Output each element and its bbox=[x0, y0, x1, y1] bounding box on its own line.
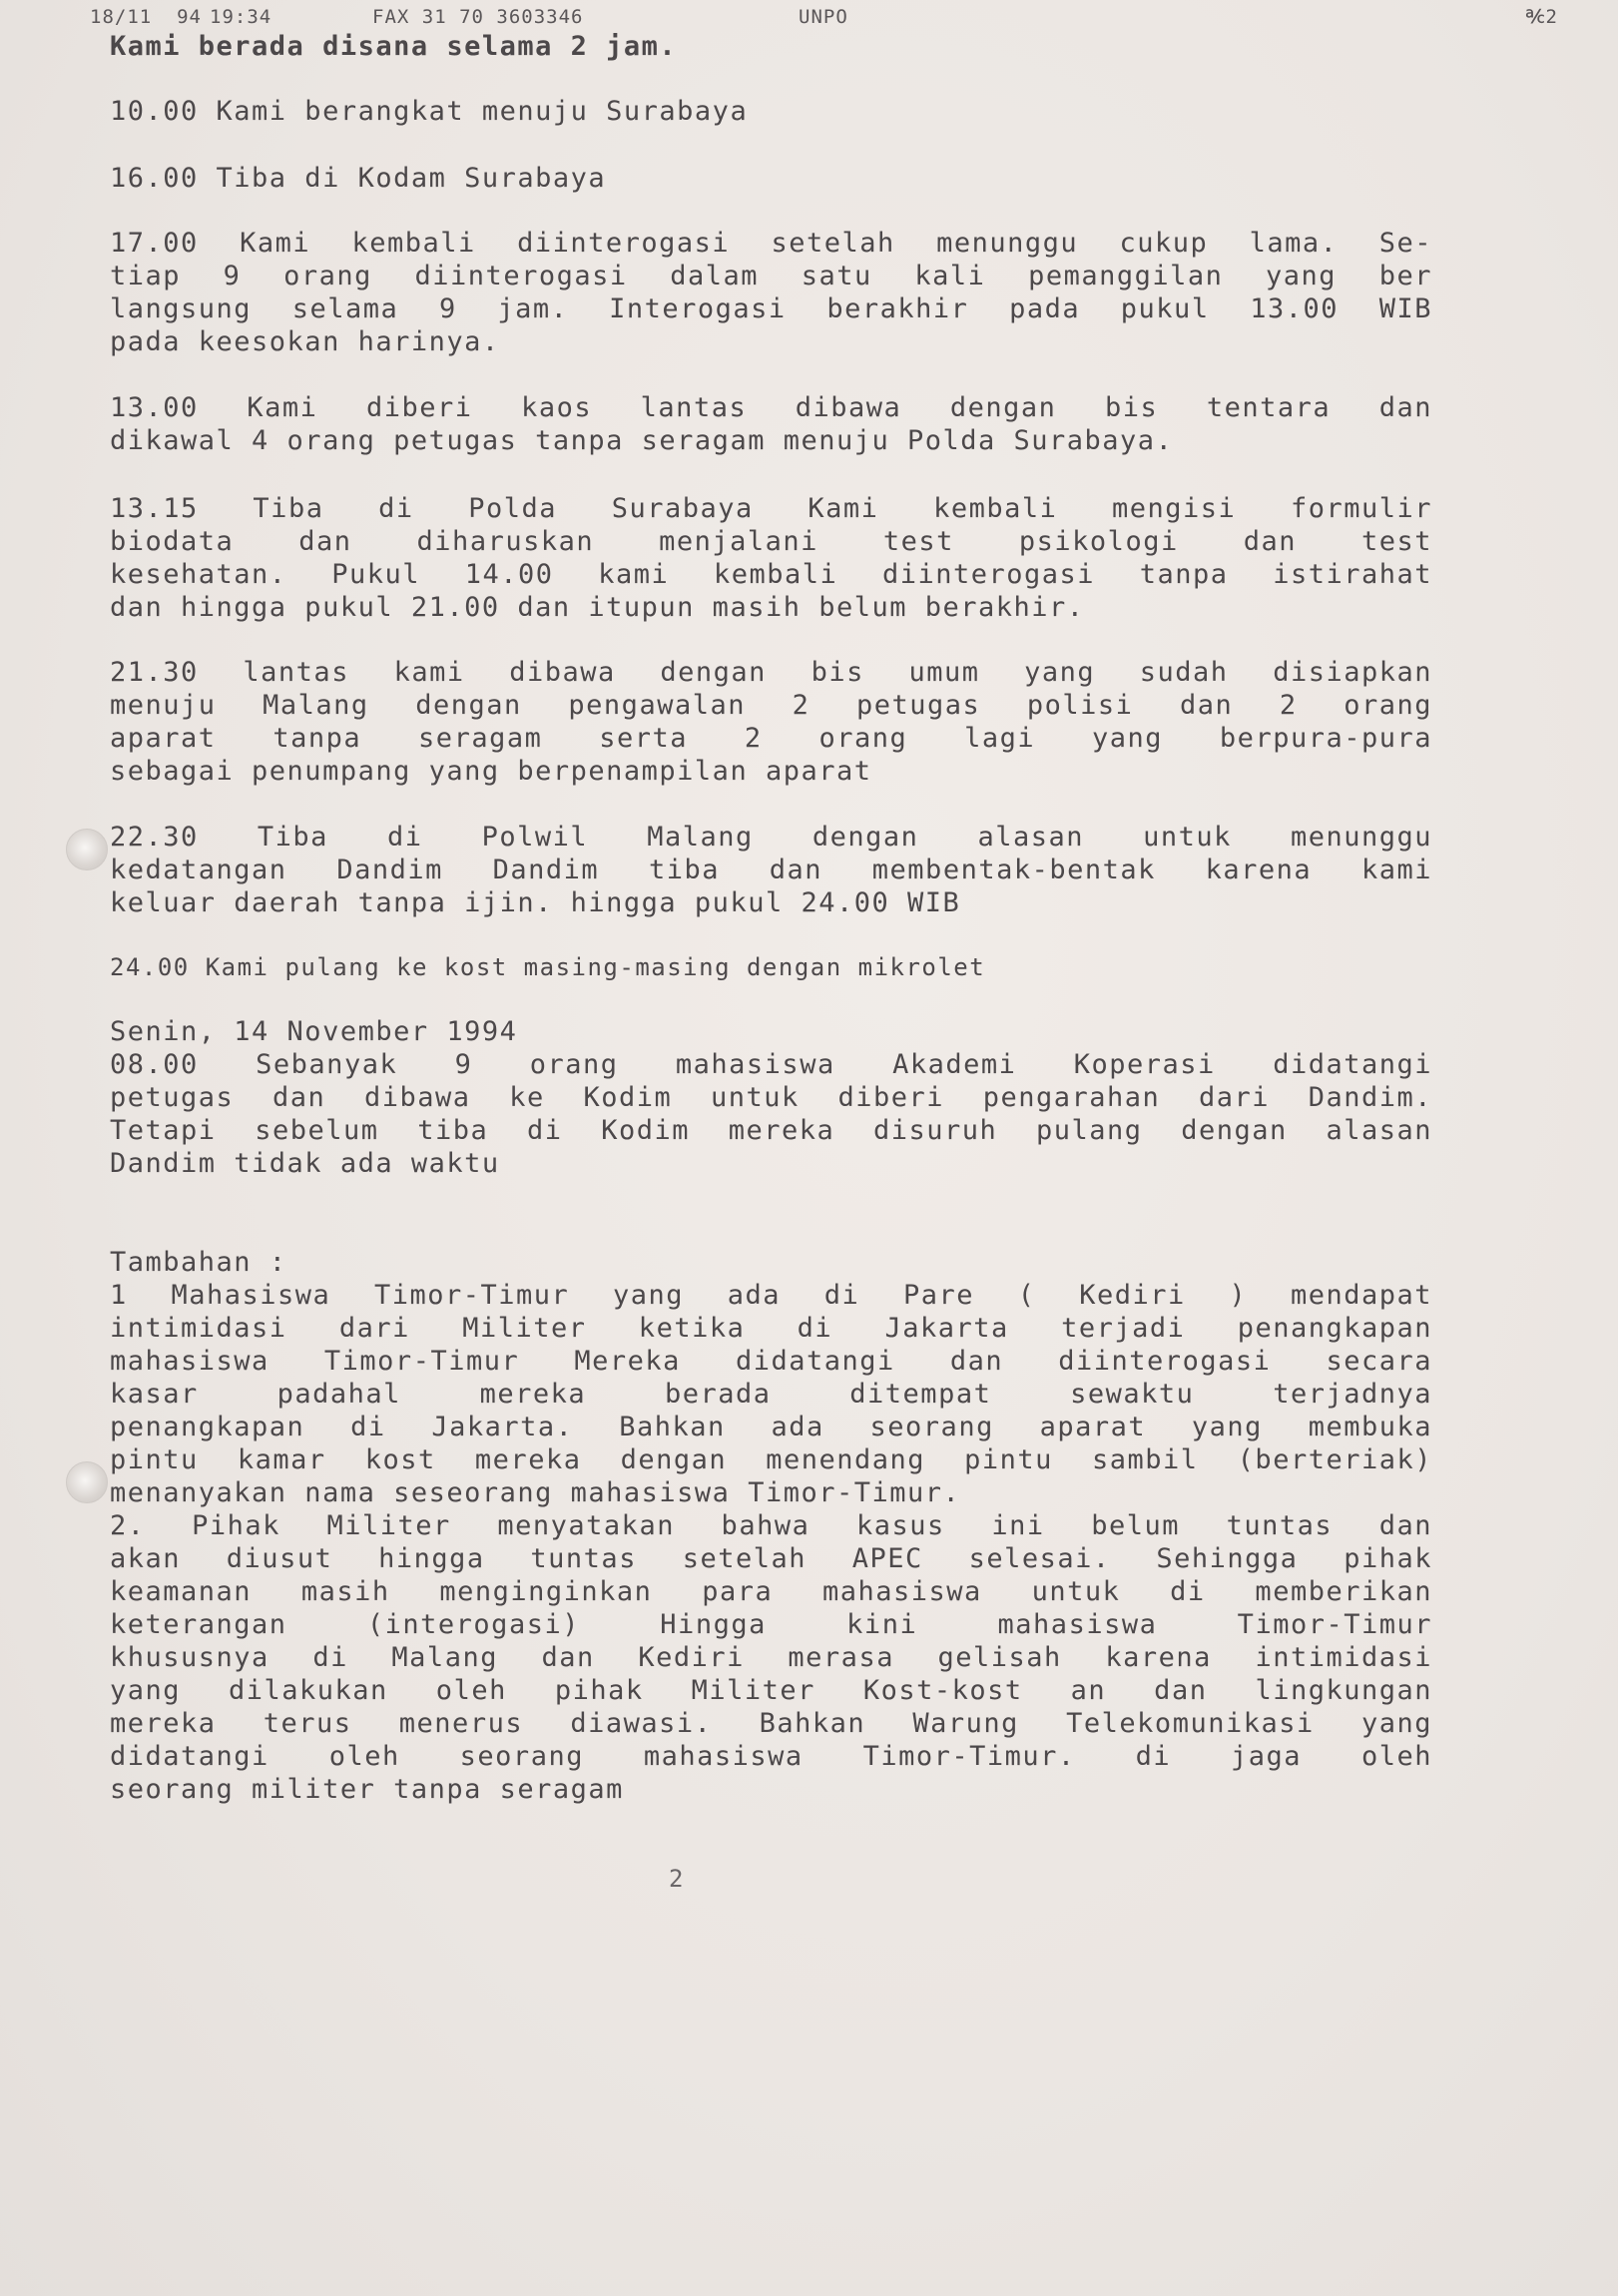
paragraph-stay-duration bbox=[110, 30, 1432, 63]
paragraph-arrive-polwil bbox=[110, 821, 1432, 919]
text-line: dan hingga pukul 21.00 dan itupun masih belum berakhir. bbox=[110, 592, 1085, 623]
text-line: 17.00 Kami kembali diinterogasi setelah menunggu cukup lama. Se- bbox=[110, 228, 1432, 259]
text-line: keamanan masih menginginkan para mahasiswa untuk di memberikan bbox=[110, 1576, 1432, 1607]
text-line: kasar padahal mereka berada ditempat sewaktu terjadnya bbox=[110, 1379, 1432, 1410]
heading-tambahan bbox=[110, 1246, 1432, 1279]
paragraph-arrive-polda bbox=[110, 492, 1432, 624]
text-line: Kami berada disana selama 2 jam. bbox=[110, 31, 678, 62]
text-line: khususnya di Malang dan Kediri merasa gelisah karena intimidasi bbox=[110, 1642, 1432, 1673]
text-line: Dandim tidak ada waktu bbox=[110, 1148, 500, 1179]
text-line: 22.30 Tiba di Polwil Malang dengan alasan untuk menunggu bbox=[110, 822, 1432, 853]
text-line: 13.15 Tiba di Polda Surabaya Kami kembali mengisi formulir bbox=[110, 493, 1432, 524]
text-line: 21.30 lantas kami dibawa dengan bis umum yang sudah disiapkan bbox=[110, 657, 1432, 688]
text-line: Tetapi sebelum tiba di Kodim mereka disuruh pulang dengan alasan bbox=[110, 1115, 1432, 1146]
paragraph-depart-surabaya bbox=[110, 95, 1432, 128]
text-line: dikawal 4 orang petugas tanpa seragam menuju Polda Surabaya. bbox=[110, 425, 1174, 456]
text-line: mahasiswa Timor-Timur Mereka didatangi dan diinterogasi secara bbox=[110, 1346, 1432, 1377]
text-line: penangkapan di Jakarta. Bahkan ada seorang aparat yang membuka bbox=[110, 1412, 1432, 1442]
text-line: 13.00 Kami diberi kaos lantas dibawa dengan bis tentara dan bbox=[110, 392, 1432, 423]
paragraph-addendum-2 bbox=[110, 1509, 1432, 1806]
fax-date: 18/11 94 bbox=[90, 6, 202, 28]
paragraph-arrive-kodam bbox=[110, 162, 1432, 195]
text-line: Tambahan : bbox=[110, 1247, 287, 1278]
text-line: pintu kamar kost mereka dengan menendang pintu sambil (berteriak) bbox=[110, 1444, 1432, 1475]
text-line: mereka terus menerus diawasi. Bahkan Warung Telekomunikasi yang bbox=[110, 1708, 1432, 1739]
paragraph-addendum-1 bbox=[110, 1279, 1432, 1509]
paragraph-transfer-polda bbox=[110, 391, 1432, 457]
paragraph-interrogation-1700 bbox=[110, 227, 1432, 358]
text-line: sebagai penumpang yang berpenampilan aparat bbox=[110, 756, 872, 787]
text-line: 24.00 Kami pulang ke kost masing-masing dengan mikrolet bbox=[110, 953, 986, 981]
text-line: pada keesokan harinya. bbox=[110, 326, 500, 357]
text-line: kedatangan Dandim Dandim tiba dan membentak-bentak karena kami bbox=[110, 855, 1432, 885]
paragraph-transfer-malang bbox=[110, 656, 1432, 788]
text-line: 16.00 Tiba di Kodam Surabaya bbox=[110, 163, 607, 194]
text-line: seorang militer tanpa seragam bbox=[110, 1774, 624, 1805]
fax-page-marker: ℀2 bbox=[1525, 6, 1558, 28]
text-line: akan diusut hingga tuntas setelah APEC selesai. Sehingga pihak bbox=[110, 1543, 1432, 1574]
text-line: didatangi oleh seorang mahasiswa Timor-Timur. di jaga oleh bbox=[110, 1741, 1432, 1772]
text-line: keterangan (interogasi) Hingga kini mahasiswa Timor-Timur bbox=[110, 1609, 1432, 1640]
paragraph-monday-koperasi bbox=[110, 1015, 1432, 1180]
text-line: keluar daerah tanpa ijin. hingga pukul 24.00 WIB bbox=[110, 887, 961, 918]
text-line: biodata dan diharuskan menjalani test psikologi dan test bbox=[110, 526, 1432, 557]
text-line: 1 Mahasiswa Timor-Timur yang ada di Pare ( Kediri ) mendapat bbox=[110, 1280, 1432, 1311]
text-line: petugas dan dibawa ke Kodim untuk diberi pengarahan dari Dandim. bbox=[110, 1082, 1432, 1113]
punch-hole-lower bbox=[66, 1461, 108, 1503]
text-line: intimidasi dari Militer ketika di Jakarta terjadi penangkapan bbox=[110, 1313, 1432, 1344]
fax-transmission-header bbox=[90, 6, 1558, 30]
text-line: menanyakan nama seseorang mahasiswa Timor-Timur. bbox=[110, 1477, 961, 1508]
paragraph-return-kost bbox=[110, 951, 1432, 984]
page-number: 2 bbox=[669, 1865, 684, 1893]
text-line: yang dilakukan oleh pihak Militer Kost-kost an dan lingkungan bbox=[110, 1675, 1432, 1706]
text-line: tiap 9 orang diinterogasi dalam satu kali pemanggilan yang ber bbox=[110, 261, 1432, 291]
text-line: kesehatan. Pukul 14.00 kami kembali diinterogasi tanpa istirahat bbox=[110, 559, 1432, 590]
text-line: 2. Pihak Militer menyatakan bahwa kasus ini belum tuntas dan bbox=[110, 1510, 1432, 1541]
text-line: aparat tanpa seragam serta 2 orang lagi yang berpura-pura bbox=[110, 723, 1432, 754]
text-line: menuju Malang dengan pengawalan 2 petugas polisi dan 2 orang bbox=[110, 690, 1432, 721]
text-line: 08.00 Sebanyak 9 orang mahasiswa Akademi Koperasi didatangi bbox=[110, 1049, 1432, 1080]
punch-hole-upper bbox=[66, 829, 108, 870]
fax-sender-org: UNPO bbox=[799, 6, 848, 28]
text-line: 10.00 Kami berangkat menuju Surabaya bbox=[110, 96, 749, 127]
text-line: Senin, 14 November 1994 bbox=[110, 1016, 518, 1047]
text-line: langsung selama 9 jam. Interogasi berakhir pada pukul 13.00 WIB bbox=[110, 293, 1432, 324]
fax-time: 19:34 bbox=[210, 6, 272, 28]
fax-number: FAX 31 70 3603346 bbox=[372, 6, 584, 28]
